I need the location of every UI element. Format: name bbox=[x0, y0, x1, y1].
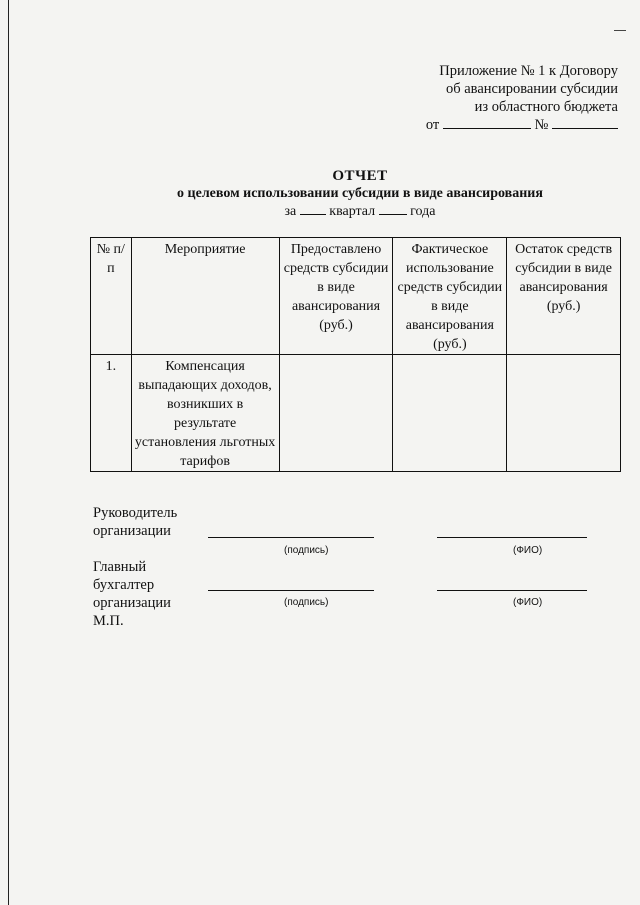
report-title: ОТЧЕТ bbox=[332, 168, 388, 184]
head-signature-line bbox=[208, 537, 374, 538]
row-provided-cell bbox=[279, 355, 393, 472]
accountant-signature-line bbox=[208, 590, 374, 591]
number-label: № bbox=[534, 117, 549, 133]
accountant-label-line-1: Главный bbox=[93, 559, 147, 575]
accountant-label-line-2: бухгалтер bbox=[93, 577, 155, 593]
stamp-label: М.П. bbox=[93, 613, 124, 629]
period-quarter: квартал bbox=[329, 204, 376, 219]
page-edge-line bbox=[8, 0, 9, 905]
annex-block bbox=[378, 62, 618, 134]
col-actual-header: Фактическое использование средств субсидии в виде авансирования (руб.) bbox=[393, 238, 507, 355]
report-title-block bbox=[130, 168, 590, 221]
col-remainder-header: Остаток средств субсидии в виде авансирования (руб.) bbox=[507, 238, 621, 355]
period-prefix: за bbox=[284, 204, 297, 219]
row-number-cell: 1. bbox=[91, 355, 132, 472]
from-label: от bbox=[425, 117, 440, 133]
accountant-signatory-label bbox=[93, 558, 171, 630]
col-number-header: № п/п bbox=[91, 238, 132, 355]
col-activity-header: Мероприятие bbox=[131, 238, 279, 355]
number-blank bbox=[552, 116, 618, 129]
annex-date-number-line bbox=[378, 116, 618, 134]
head-name-caption: (ФИО) bbox=[513, 545, 543, 556]
head-label-line-2: организации bbox=[93, 523, 171, 539]
accountant-name-line bbox=[437, 590, 587, 591]
accountant-name-caption: (ФИО) bbox=[513, 597, 543, 608]
head-signatory-label bbox=[93, 504, 177, 540]
scan-mark bbox=[614, 30, 626, 31]
row-actual-cell bbox=[393, 355, 507, 472]
report-period bbox=[130, 202, 590, 221]
annex-line-3: из областного бюджета bbox=[474, 99, 618, 115]
table-row bbox=[91, 355, 621, 472]
row-remainder-cell bbox=[507, 355, 621, 472]
quarter-blank bbox=[300, 202, 326, 215]
year-blank bbox=[379, 202, 407, 215]
annex-line-2: об авансировании субсидии bbox=[445, 81, 618, 97]
head-signature-caption: (подпись) bbox=[284, 545, 329, 556]
col-provided-header: Предоставлено средств субсидии в виде авансирования (руб.) bbox=[279, 238, 393, 355]
annex-line-1: Приложение № 1 к Договору bbox=[439, 63, 618, 79]
head-label-line-1: Руководитель bbox=[93, 505, 178, 521]
head-name-line bbox=[437, 537, 587, 538]
table-header-row bbox=[91, 238, 621, 355]
report-table bbox=[90, 237, 621, 472]
accountant-label-line-3: организации bbox=[93, 595, 171, 611]
accountant-signature-caption: (подпись) bbox=[284, 597, 329, 608]
report-subtitle: о целевом использовании субсидии в виде авансирования bbox=[177, 186, 543, 201]
period-year: года bbox=[410, 204, 436, 219]
date-blank bbox=[443, 116, 531, 129]
row-activity-cell: Компенсация выпадающих доходов, возникших в результате установления льготных тарифов bbox=[131, 355, 279, 472]
